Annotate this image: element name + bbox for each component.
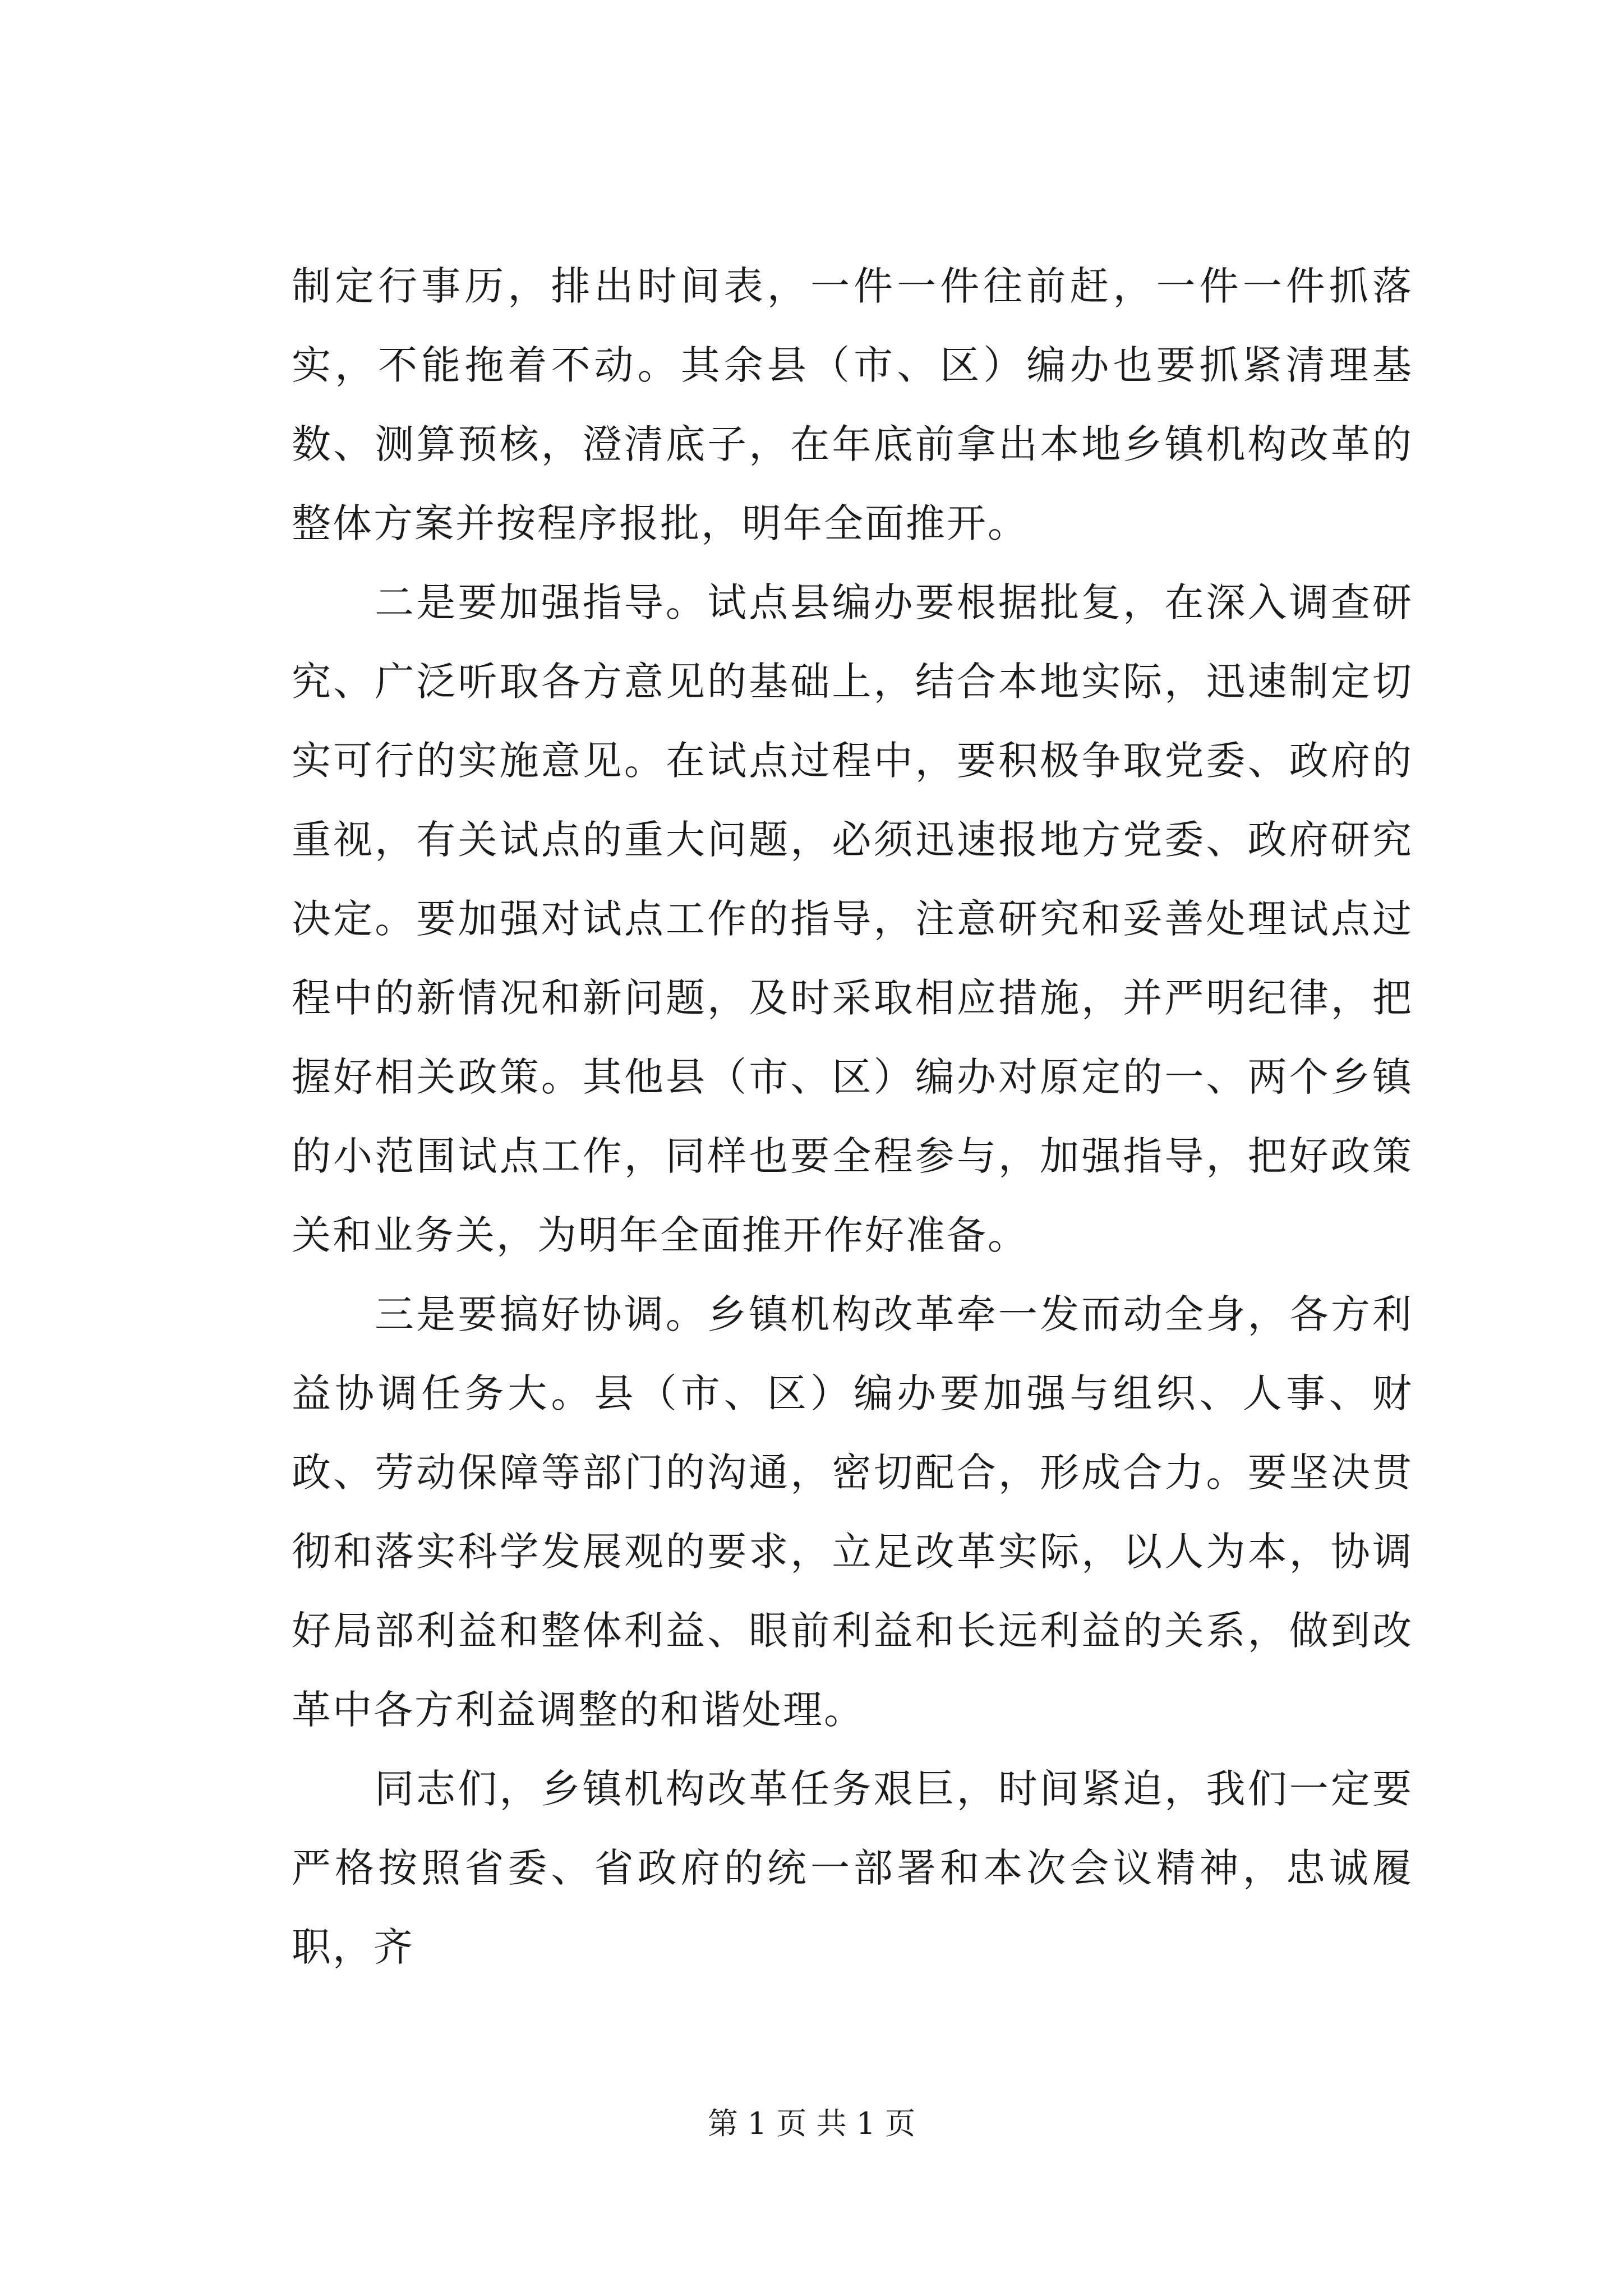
paragraph-closing: 同志们，乡镇机构改革任务艰巨，时间紧迫，我们一定要严格按照省委、省政府的统一部署和本次会议精神，忠诚履职，齐 [292, 1766, 1413, 1970]
document-body [292, 247, 1413, 1987]
page-footer: 第 1 页 共 1 页 [707, 2106, 916, 2141]
paragraph-coordination: 三是要搞好协调。乡镇机构改革牵一发而动全身，各方利益协调任务大。县（市、区）编办要加强与组织、人事、财政、劳动保障等部门的沟通，密切配合，形成合力。要坚决贯彻和落实科学发展观的要求，立足改革实际，以人为本，协调好局部利益和整体利益、眼前利益和长远利益的关系，做到改革中各方利益调整的和谐处理。 [292, 1291, 1413, 1733]
paragraph-continuation: 制定行事历，排出时间表，一件一件往前赶，一件一件抓落实，不能拖着不动。其余县（市、区）编办也要抓紧清理基数、测算预核，澄清底子，在年底前拿出本地乡镇机构改革的整体方案并按程序报批，明年全面推开。 [292, 263, 1413, 546]
paragraph-guidance: 二是要加强指导。试点县编办要根据批复，在深入调查研究、广泛听取各方意见的基础上，结合本地实际，迅速制定切实可行的实施意见。在试点过程中，要积极争取党委、政府的重视，有关试点的重大问题，必须迅速报地方党委、政府研究决定。要加强对试点工作的指导，注意研究和妥善处理试点过程中的新情况和新问题，及时采取相应措施，并严明纪律，把握好相关政策。其他县（市、区）编办对原定的一、两个乡镇的小范围试点工作，同样也要全程参与，加强指导，把好政策关和业务关，为明年全面推开作好准备。 [292, 579, 1413, 1258]
